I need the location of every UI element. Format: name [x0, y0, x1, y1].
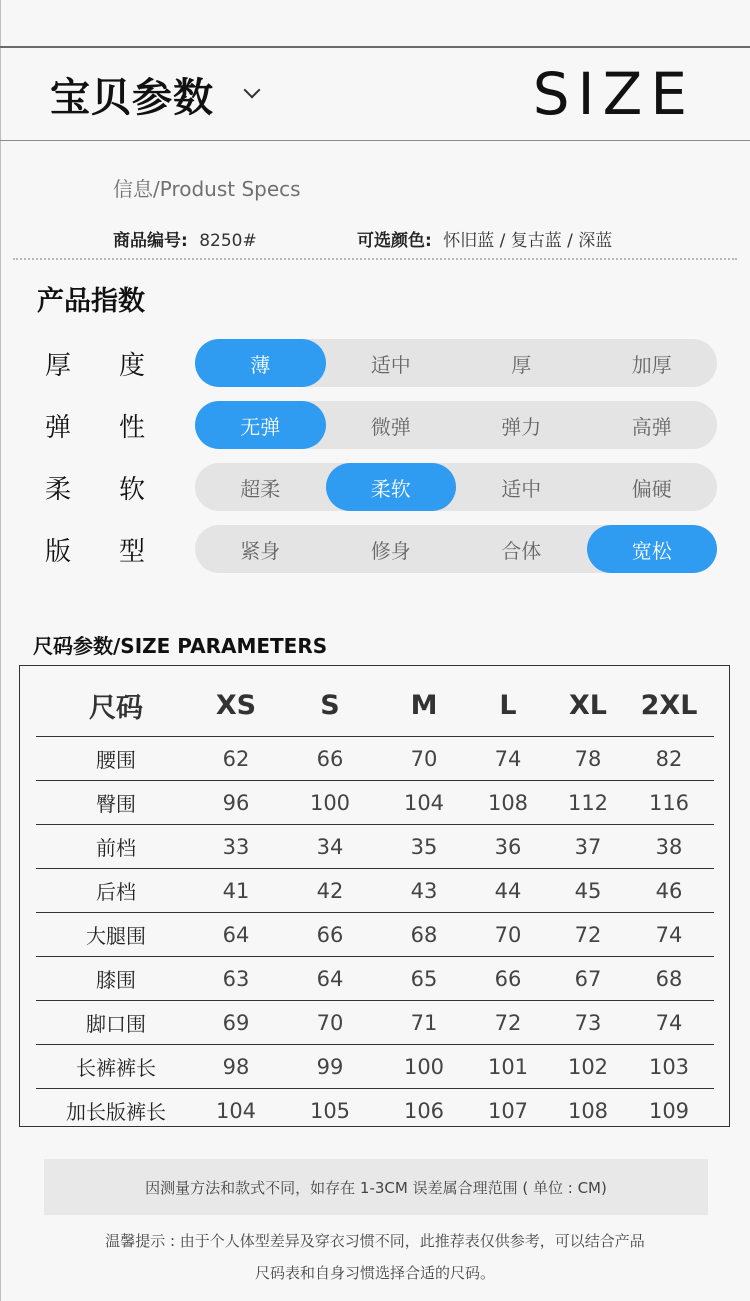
measurement-value: 35	[384, 825, 464, 869]
measurement-value: 108	[464, 781, 552, 825]
measurement-value: 109	[648, 1098, 690, 1123]
attribute-label-char: 柔	[45, 475, 72, 505]
attribute-option: 弹力	[501, 414, 542, 439]
tip-line-2: 尺码表和自身习惯选择合适的尺码。	[254, 1264, 495, 1282]
size-header-label: 尺码	[36, 674, 196, 737]
measurement-value: 67	[552, 957, 624, 1001]
measurement-value: 66	[464, 957, 552, 1001]
measurement-value: 66	[276, 913, 384, 957]
measurement-value: 71	[384, 1001, 464, 1045]
attribute-option-selected: 宽松	[587, 525, 718, 573]
measurement-value: 36	[464, 825, 552, 869]
measurement-label: 前档	[36, 825, 196, 869]
size-table-header	[36, 674, 714, 737]
measurement-value: 43	[384, 869, 464, 913]
measurement-value: 104	[384, 781, 464, 825]
measurement-value: 107	[487, 1098, 529, 1123]
measurement-label: 脚口围	[36, 1001, 196, 1045]
measurement-value: 37	[552, 825, 624, 869]
measurement-value: 68	[384, 913, 464, 957]
measurement-value: 74	[624, 913, 714, 957]
dotted-divider	[13, 258, 737, 260]
measurement-value: 64	[276, 957, 384, 1001]
measurement-value: 64	[196, 913, 276, 957]
attribute-option: 高弹	[631, 414, 672, 439]
measurement-value: 41	[196, 869, 276, 913]
attribute-option-selected: 无弹	[195, 401, 326, 449]
measurement-value: 74	[624, 1001, 714, 1045]
attribute-label	[45, 407, 145, 444]
index-title: 产品指数	[37, 286, 145, 317]
attribute-label-char: 度	[118, 351, 145, 381]
attribute-option: 偏硬	[631, 476, 672, 501]
info-heading: 信息/Produst Specs	[113, 177, 301, 201]
measurement-value: 46	[624, 869, 714, 913]
measurement-value: 99	[276, 1045, 384, 1089]
table-row	[36, 825, 714, 869]
tip-line-1: 温馨提示 : 由于个人体型差异及穿衣习惯不同，此推荐表仅供参考，可以结合产品	[105, 1232, 645, 1250]
attribute-option: 适中	[370, 352, 411, 377]
measurement-value: 98	[196, 1045, 276, 1089]
top-divider	[0, 46, 750, 48]
attribute-option-selected: 柔软	[326, 463, 457, 511]
attribute-option: 合体	[501, 538, 542, 563]
measurement-value: 42	[276, 869, 384, 913]
table-row	[36, 869, 714, 913]
measurement-value: 82	[624, 737, 714, 781]
measurement-value: 102	[552, 1045, 624, 1089]
measurement-label: 腰围	[36, 737, 196, 781]
measurement-label: 长裤裤长	[36, 1045, 196, 1089]
measurement-value: 70	[276, 1001, 384, 1045]
table-row	[36, 1089, 714, 1133]
measurement-value: 72	[552, 913, 624, 957]
measurement-value: 106	[403, 1098, 445, 1123]
attribute-row	[0, 463, 750, 511]
attribute-label-char: 性	[118, 413, 145, 443]
table-row	[36, 737, 714, 781]
size-params-title: 尺码参数/SIZE PARAMETERS	[33, 634, 328, 658]
measurement-label: 大腿围	[36, 913, 196, 957]
measurement-value: 34	[276, 825, 384, 869]
table-row	[36, 913, 714, 957]
attribute-option: 超柔	[240, 476, 281, 501]
measurement-value: 108	[567, 1098, 609, 1123]
attribute-label	[45, 469, 145, 506]
item-number	[113, 226, 257, 251]
measurement-value: 63	[196, 957, 276, 1001]
measurement-label: 加长版裤长	[66, 1100, 166, 1124]
measurement-note: 因测量方法和款式不同，如存在 1-3CM 误差属合理范围 ( 单位 : CM)	[44, 1159, 708, 1215]
size-header-cell: XS	[196, 674, 276, 737]
size-table-frame	[19, 665, 730, 1127]
item-number-value: 8250#	[199, 231, 257, 251]
table-row	[36, 957, 714, 1001]
size-header-cell: L	[464, 674, 552, 737]
measurement-value: 70	[464, 913, 552, 957]
measurement-value: 103	[624, 1045, 714, 1089]
size-header-cell: XL	[552, 674, 624, 737]
attribute-label-char: 型	[118, 537, 145, 567]
size-title: SIZE	[532, 60, 695, 128]
measurement-label: 臀围	[36, 781, 196, 825]
measurement-value: 65	[384, 957, 464, 1001]
attribute-label-char: 软	[118, 475, 145, 505]
attribute-option: 修身	[370, 538, 411, 563]
chevron-down-icon[interactable]	[244, 82, 261, 99]
attribute-row	[0, 339, 750, 387]
attribute-scale	[195, 339, 717, 387]
attribute-row	[0, 401, 750, 449]
page-title: 宝贝参数	[50, 75, 214, 121]
attribute-option: 加厚	[631, 352, 672, 377]
measurement-value: 66	[276, 737, 384, 781]
attribute-option-selected: 薄	[195, 339, 326, 387]
size-header-cell: 2XL	[624, 674, 714, 737]
table-row	[36, 1001, 714, 1045]
attribute-scale	[195, 401, 717, 449]
attribute-option: 厚	[511, 352, 532, 377]
attribute-label-char: 版	[45, 537, 72, 567]
colors-label: 可选颜色:	[357, 231, 432, 251]
colors-value: 怀旧蓝 / 复古蓝 / 深蓝	[443, 231, 613, 251]
attribute-scale	[195, 463, 717, 511]
attribute-label	[45, 531, 145, 568]
measurement-value: 116	[624, 781, 714, 825]
measurement-value: 68	[624, 957, 714, 1001]
measurement-value: 73	[552, 1001, 624, 1045]
attribute-option: 适中	[501, 476, 542, 501]
available-colors	[357, 226, 612, 251]
measurement-value: 72	[464, 1001, 552, 1045]
measurement-value: 104	[215, 1098, 257, 1123]
measurement-label: 后档	[36, 869, 196, 913]
size-header-cell: S	[276, 674, 384, 737]
measurement-value: 44	[464, 869, 552, 913]
measurement-value: 62	[196, 737, 276, 781]
measurement-value: 105	[309, 1098, 351, 1123]
size-table	[36, 674, 714, 1132]
attribute-label	[45, 345, 145, 382]
attribute-option: 微弹	[370, 414, 411, 439]
measurement-value: 112	[552, 781, 624, 825]
measurement-value: 70	[384, 737, 464, 781]
measurement-value: 69	[196, 1001, 276, 1045]
measurement-value: 38	[624, 825, 714, 869]
measurement-value: 74	[464, 737, 552, 781]
measurement-value: 100	[384, 1045, 464, 1089]
table-row	[36, 1045, 714, 1089]
measurement-label: 膝围	[36, 957, 196, 1001]
item-number-label: 商品编号:	[113, 231, 188, 251]
attribute-option: 紧身	[240, 538, 281, 563]
left-border	[0, 0, 1, 1301]
attribute-label-char: 弹	[45, 413, 72, 443]
measurement-value: 101	[464, 1045, 552, 1089]
measurement-value: 100	[276, 781, 384, 825]
table-row	[36, 781, 714, 825]
header-divider	[0, 140, 750, 141]
measurement-value: 78	[552, 737, 624, 781]
size-header-cell: M	[384, 674, 464, 737]
measurement-value: 96	[196, 781, 276, 825]
measurement-value: 45	[552, 869, 624, 913]
attribute-label-char: 厚	[45, 351, 72, 381]
measurement-value: 33	[196, 825, 276, 869]
attribute-row	[0, 525, 750, 573]
attribute-scale	[195, 525, 717, 573]
